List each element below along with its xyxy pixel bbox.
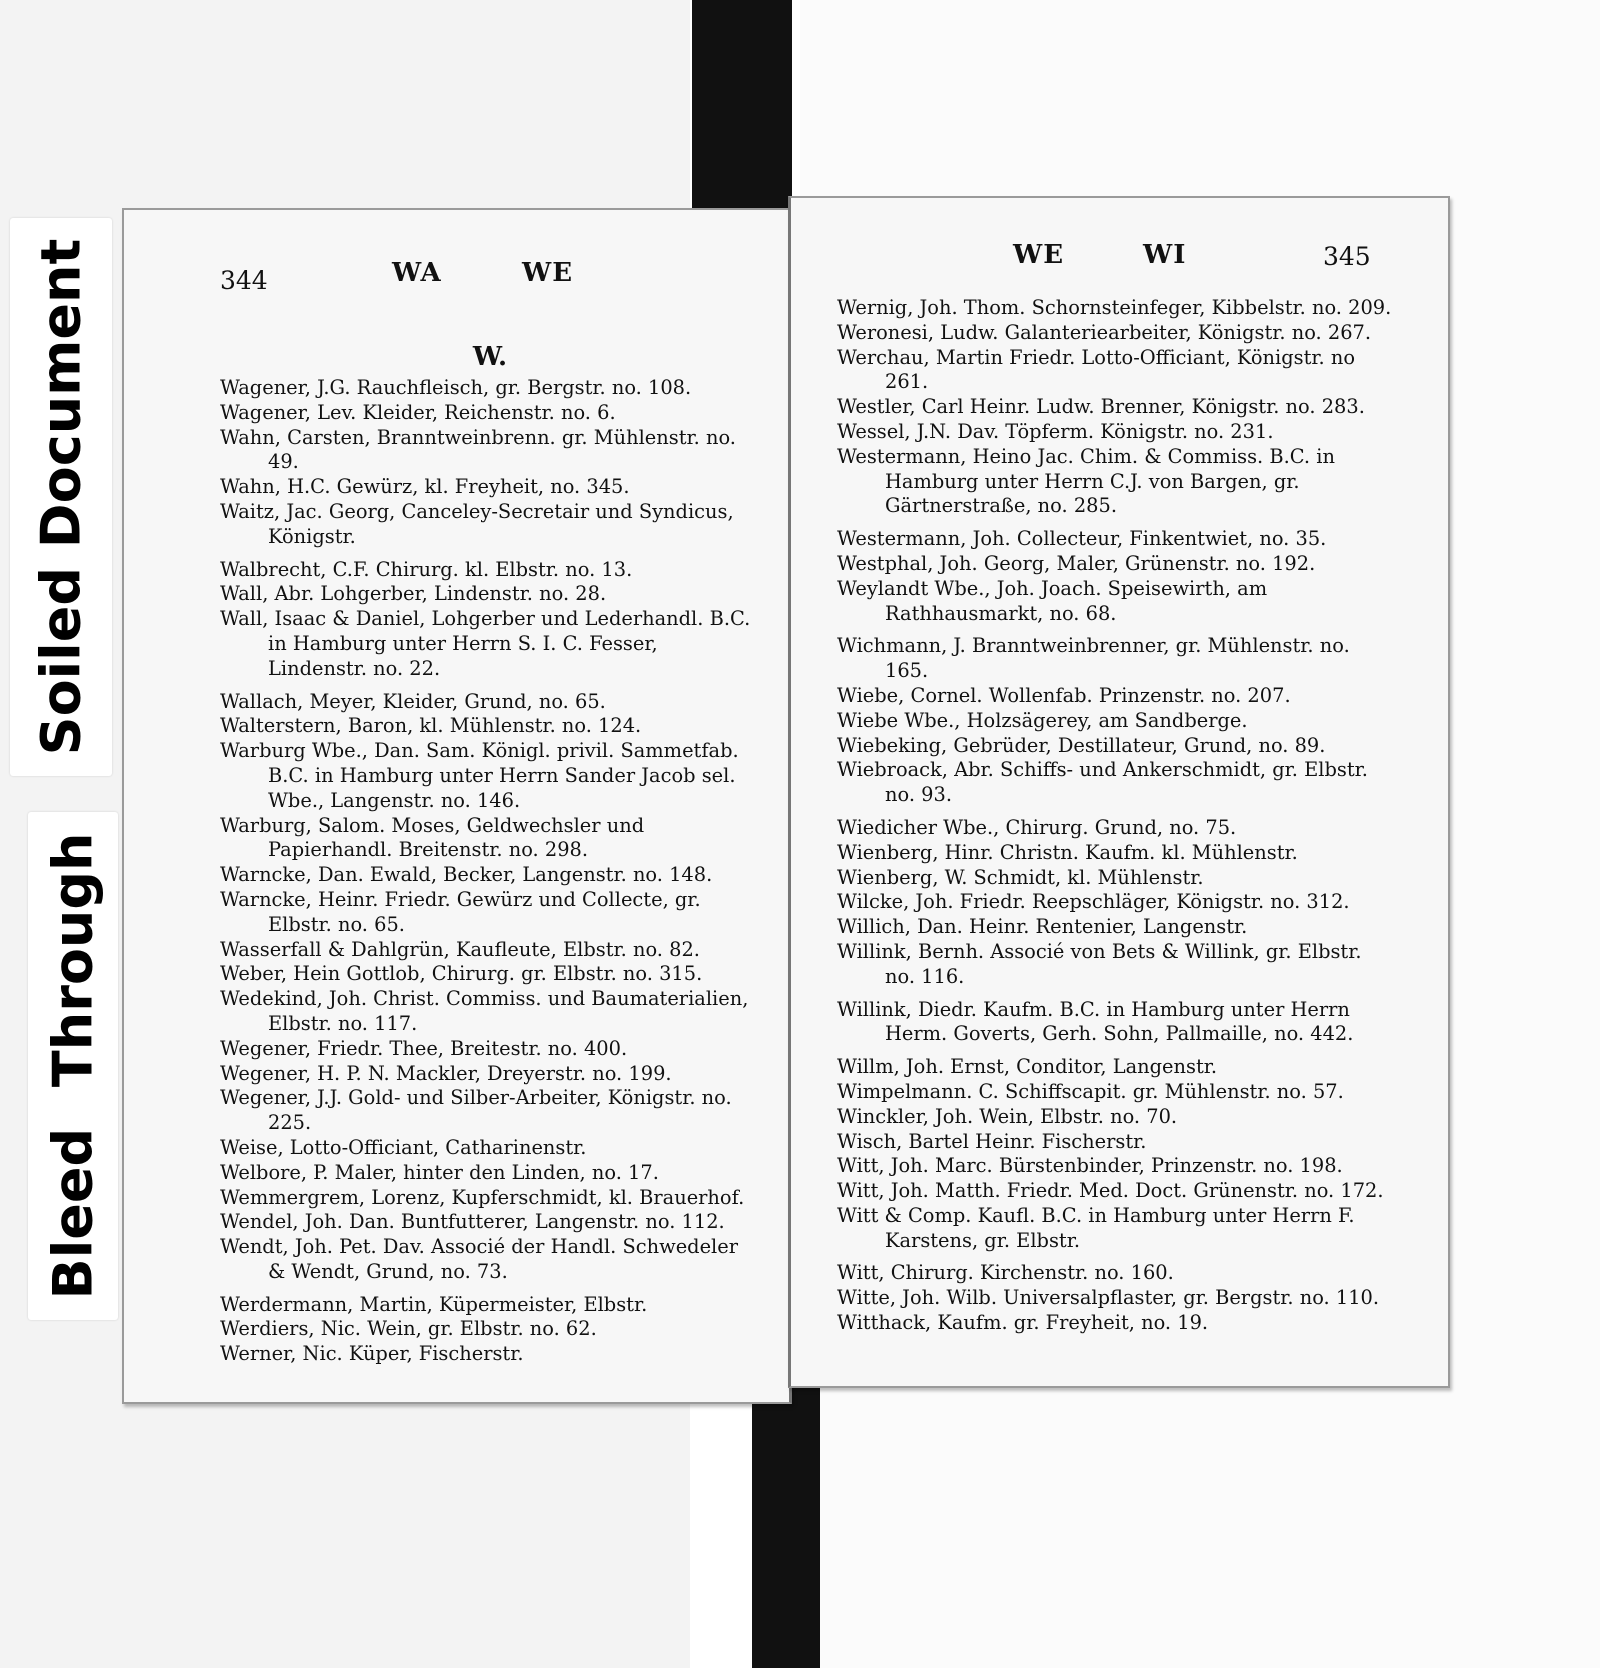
list-item: Witt, Joh. Marc. Bürstenbinder, Prinzenstr. no. 198. xyxy=(837,1154,1343,1178)
list-item: Wagener, J.G. Rauchfleisch, gr. Bergstr. no. 108. xyxy=(220,376,692,399)
list-item: Welbore, P. Maler, hinter den Linden, no. 17. xyxy=(220,1160,659,1184)
list-item: Wendel, Joh. Dan. Buntfutterer, Langenstr. no. 112. xyxy=(220,1210,725,1234)
list-item: Wiebe Wbe., Holzsägerey, am Sandberge. xyxy=(837,708,1248,732)
left-entries xyxy=(220,342,760,1367)
right-header-left: WE xyxy=(1013,240,1065,270)
list-item: Wahn, H.C. Gewürz, kl. Freyheit, no. 345. xyxy=(220,475,630,499)
gutter-band-bottom xyxy=(752,1385,820,1668)
list-item: Weronesi, Ludw. Galanteriearbeiter, Königstr. no. 267. xyxy=(837,320,1372,344)
list-item: Wiebroack, Abr. Schiffs- und Ankerschmidt, gr. Elbstr. no. 93. xyxy=(837,758,1368,807)
soiled-document-label xyxy=(10,218,112,776)
list-item: Wilcke, Joh. Friedr. Reepschläger, Königstr. no. 312. xyxy=(837,890,1350,914)
list-item: Witte, Joh. Wilb. Universalpflaster, gr. Bergstr. no. 110. xyxy=(837,1286,1380,1310)
list-item: Witt, Chirurg. Kirchenstr. no. 160. xyxy=(837,1261,1174,1285)
list-item: Warburg Wbe., Dan. Sam. Königl. privil. Sammetfab. B.C. in Hamburg unter Herrn Sander Jacob sel. Wbe., Langenstr. no. 146. xyxy=(220,739,739,812)
left-header-right: WE xyxy=(522,258,574,288)
list-item: Wienberg, Hinr. Christn. Kaufm. kl. Mühlenstr. xyxy=(837,840,1298,864)
list-item: Wegener, H. P. N. Mackler, Dreyerstr. no. 199. xyxy=(220,1061,672,1085)
list-item: Willich, Dan. Heinr. Rentenier, Langenstr. xyxy=(837,915,1248,939)
list-item: Willink, Bernh. Associé von Bets & Willink, gr. Elbstr. no. 116. xyxy=(837,939,1362,988)
list-item: Waitz, Jac. Georg, Canceley-Secretair und Syndicus, Königstr. xyxy=(220,499,734,548)
right-entries xyxy=(837,296,1397,1336)
list-item: Walbrecht, C.F. Chirurg. kl. Elbstr. no. 13. xyxy=(220,557,633,581)
left-page xyxy=(122,208,792,1404)
left-page-number: 344 xyxy=(220,266,268,295)
list-item: Walterstern, Baron, kl. Mühlenstr. no. 124. xyxy=(220,714,642,738)
list-item: Witt & Comp. Kaufl. B.C. in Hamburg unter Herrn F. Karstens, gr. Elbstr. xyxy=(837,1203,1355,1252)
list-item: Wienberg, W. Schmidt, kl. Mühlenstr. xyxy=(837,865,1204,889)
list-item: Werner, Nic. Küper, Fischerstr. xyxy=(220,1342,524,1366)
list-item: Wedekind, Joh. Christ. Commiss. und Baumaterialien, Elbstr. no. 117. xyxy=(220,987,749,1035)
right-page xyxy=(788,196,1450,1388)
list-item: Wasserfall & Dahlgrün, Kaufleute, Elbstr. no. 82. xyxy=(220,937,700,961)
list-item: Wegener, J.J. Gold- und Silber-Arbeiter, Königstr. no. 225. xyxy=(220,1086,732,1135)
list-item: Werchau, Martin Friedr. Lotto-Officiant, Königstr. no 261. xyxy=(837,345,1356,394)
list-item: Wagener, Lev. Kleider, Reichenstr. no. 6. xyxy=(220,400,616,424)
list-item: Winckler, Joh. Wein, Elbstr. no. 70. xyxy=(837,1104,1178,1128)
list-item: Werdermann, Martin, Küpermeister, Elbstr. xyxy=(220,1292,648,1316)
right-page-number: 345 xyxy=(1323,242,1371,271)
list-item: Witt, Joh. Matth. Friedr. Med. Doct. Grünenstr. no. 172. xyxy=(837,1179,1384,1203)
list-item: Willm, Joh. Ernst, Conditor, Langenstr. xyxy=(837,1055,1218,1079)
bleed-through-text: Bleed Through xyxy=(41,832,105,1300)
list-item: Warncke, Dan. Ewald, Becker, Langenstr. no. 148. xyxy=(220,863,713,887)
list-item: Weber, Hein Gottlob, Chirurg. gr. Elbstr. no. 315. xyxy=(220,962,703,986)
soiled-document-text: Soiled Document xyxy=(29,238,93,756)
list-item: Weylandt Wbe., Joh. Joach. Speisewirth, am Rathhausmarkt, no. 68. xyxy=(837,576,1268,625)
list-item: Wiebeking, Gebrüder, Destillateur, Grund, no. 89. xyxy=(837,733,1326,757)
list-item: Wimpelmann. C. Schiffscapit. gr. Mühlenstr. no. 57. xyxy=(837,1079,1344,1103)
list-item: Willink, Diedr. Kaufm. B.C. in Hamburg unter Herrn Herm. Goverts, Gerh. Sohn, Pallmaille, no. 442. xyxy=(837,997,1354,1046)
list-item: Warburg, Salom. Moses, Geldwechsler und Papierhandl. Breitenstr. no. 298. xyxy=(220,813,645,862)
list-item: Wiebe, Cornel. Wollenfab. Prinzenstr. no. 207. xyxy=(837,683,1291,707)
list-item: Westermann, Joh. Collecteur, Finkentwiet, no. 35. xyxy=(837,527,1327,551)
list-item: Westermann, Heino Jac. Chim. & Commiss. B.C. in Hamburg unter Herrn C.J. von Bargen, gr. Gärtnerstraße, no. 285. xyxy=(837,444,1335,518)
list-item: Wall, Isaac & Daniel, Lohgerber und Lederhandl. B.C. in Hamburg unter Herrn S. I. C. Fesser, Lindenstr. no. 22. xyxy=(220,607,751,680)
list-item: Warncke, Heinr. Friedr. Gewürz und Collecte, gr. Elbstr. no. 65. xyxy=(220,887,701,936)
left-header-left: WA xyxy=(392,258,442,288)
list-item: Wessel, J.N. Dav. Töpferm. Königstr. no. 231. xyxy=(837,419,1274,443)
list-item: Wegener, Friedr. Thee, Breitestr. no. 400. xyxy=(220,1036,628,1060)
bleed-through-label xyxy=(28,812,118,1320)
list-item: Westphal, Joh. Georg, Maler, Grünenstr. no. 192. xyxy=(837,551,1316,575)
list-item: Wiedicher Wbe., Chirurg. Grund, no. 75. xyxy=(837,815,1237,839)
list-item: Wichmann, J. Branntweinbrenner, gr. Mühlenstr. no. 165. xyxy=(837,634,1350,683)
list-item: Wall, Abr. Lohgerber, Lindenstr. no. 28. xyxy=(220,582,607,606)
list-item: Wemmergrem, Lorenz, Kupferschmidt, kl. Brauerhof. xyxy=(220,1185,745,1209)
list-item: Weise, Lotto-Officiant, Catharinenstr. xyxy=(220,1135,587,1159)
list-item: Wisch, Bartel Heinr. Fischerstr. xyxy=(837,1129,1147,1153)
list-item: Werdiers, Nic. Wein, gr. Elbstr. no. 62. xyxy=(220,1317,597,1341)
list-item: Wallach, Meyer, Kleider, Grund, no. 65. xyxy=(220,689,606,713)
list-item: Witthack, Kaufm. gr. Freyheit, no. 19. xyxy=(837,1311,1209,1335)
right-header-right: WI xyxy=(1143,240,1187,270)
gutter-band-top xyxy=(692,0,792,215)
list-item: Wernig, Joh. Thom. Schornsteinfeger, Kibbelstr. no. 209. xyxy=(837,296,1392,319)
list-item: Wendt, Joh. Pet. Dav. Associé der Handl. Schwedeler & Wendt, Grund, no. 73. xyxy=(220,1235,739,1283)
list-item: Westler, Carl Heinr. Ludw. Brenner, Königstr. no. 283. xyxy=(837,395,1365,419)
list-item: Wahn, Carsten, Branntweinbrenn. gr. Mühlenstr. no. 49. xyxy=(220,425,736,474)
section-letter: W. xyxy=(472,342,508,372)
